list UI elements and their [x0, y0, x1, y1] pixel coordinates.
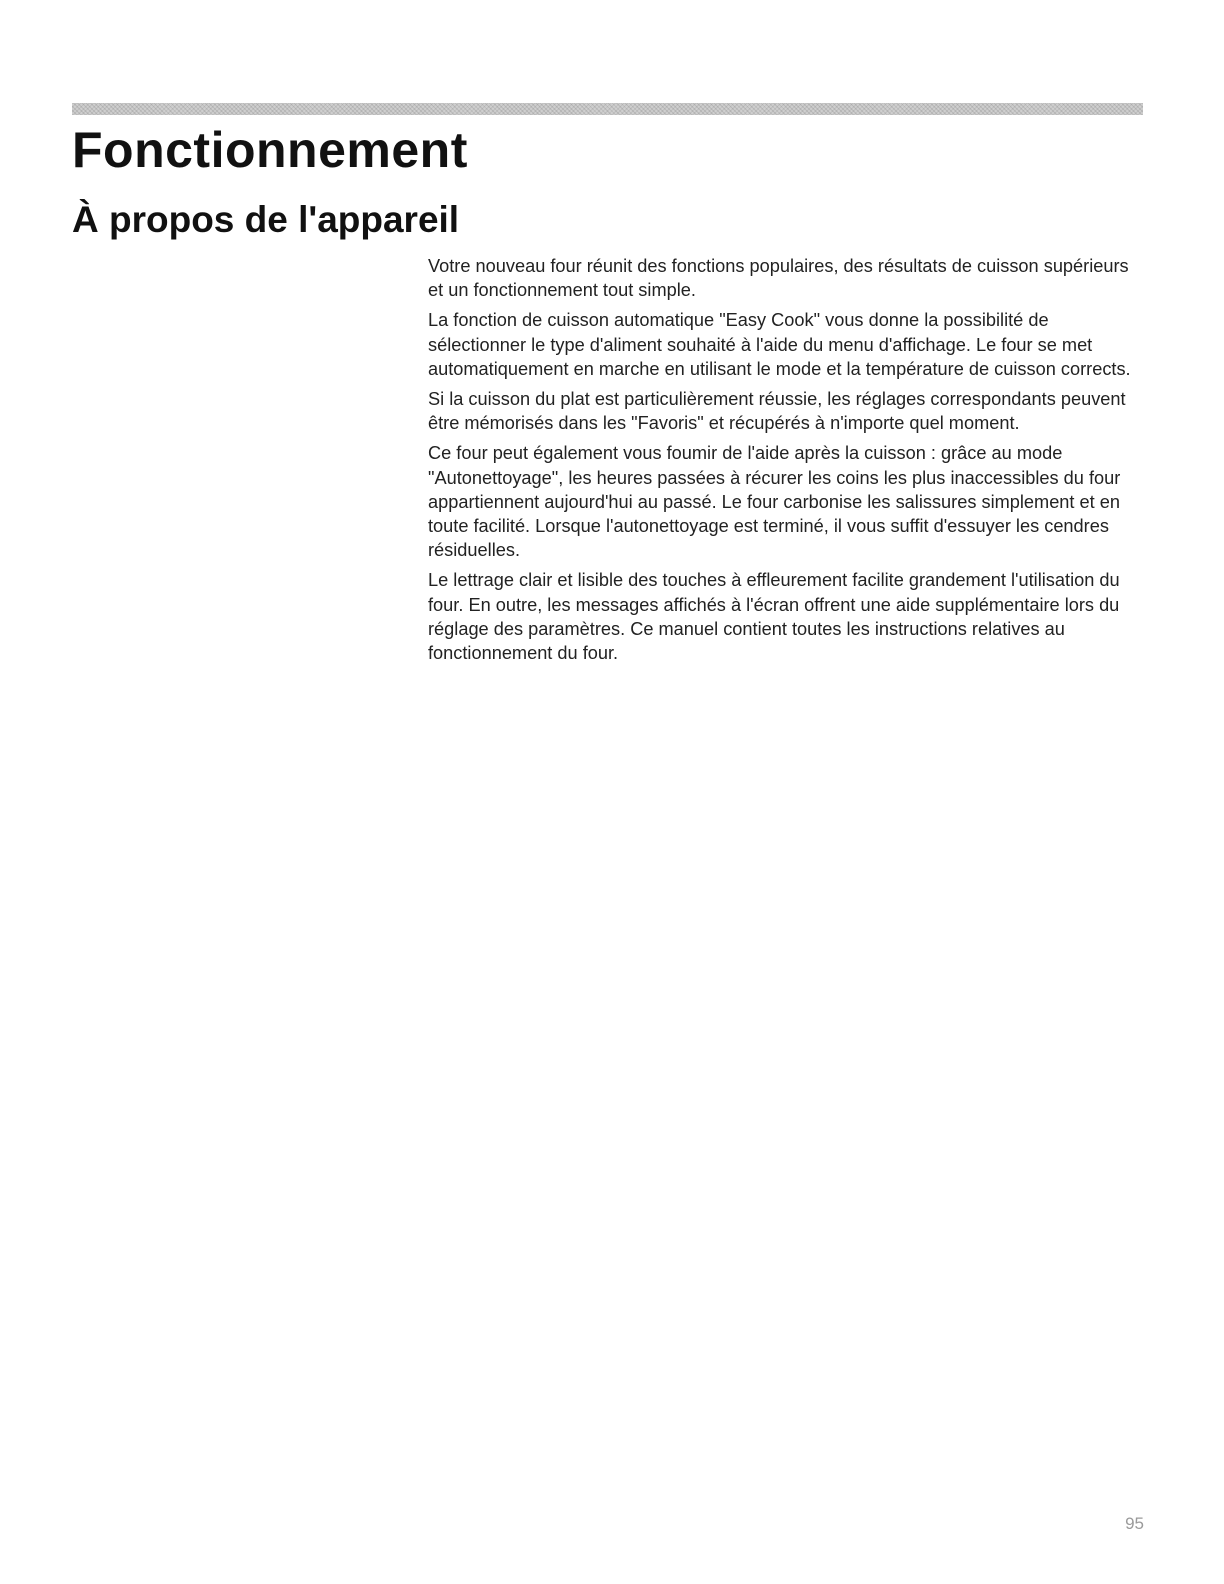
paragraph-favorites: Si la cuisson du plat est particulièrement réussie, les réglages correspondants peuvent être mémorisés dans les "Favoris" et récupérés à n'importe quel moment.	[428, 389, 1126, 434]
body-text	[428, 254, 1144, 671]
paragraph-intro: Votre nouveau four réunit des fonctions populaires, des résultats de cuisson supérieurs et un fonctionnement tout simple.	[428, 256, 1129, 301]
paragraph-self-clean: Ce four peut également vous foumir de l'aide après la cuisson : grâce au mode "Autonettoyage", les heures passées à récurer les coins les plus inaccessibles du four appartiennent aujourd'hui au passé. Le four carbonise les salissures simplement et en toute facilité. Lorsque l'autonettoyage est terminé, il vous suffit d'essuyer les cendres résiduelles.	[428, 443, 1121, 561]
page-number: 95	[1125, 1514, 1144, 1533]
header-rule	[72, 103, 1143, 115]
page-title: Fonctionnement	[72, 122, 468, 178]
paragraph-easy-cook: La fonction de cuisson automatique "Easy Cook" vous donne la possibilité de sélectionner le type d'aliment souhaité à l'aide du menu d'affichage. Le four se met automatiquement en marche en utilisant le mode et la température de cuisson corrects.	[428, 310, 1131, 379]
paragraph-touch-keys: Le lettrage clair et lisible des touches à effleurement facilite grandement l'utilisation du four. En outre, les messages affichés à l'écran offrent une aide supplémentaire lors du réglage des paramètres. Ce manuel contient toutes les instructions relatives au fonctionnement du four.	[428, 570, 1120, 664]
section-title: À propos de l'appareil	[72, 199, 460, 240]
